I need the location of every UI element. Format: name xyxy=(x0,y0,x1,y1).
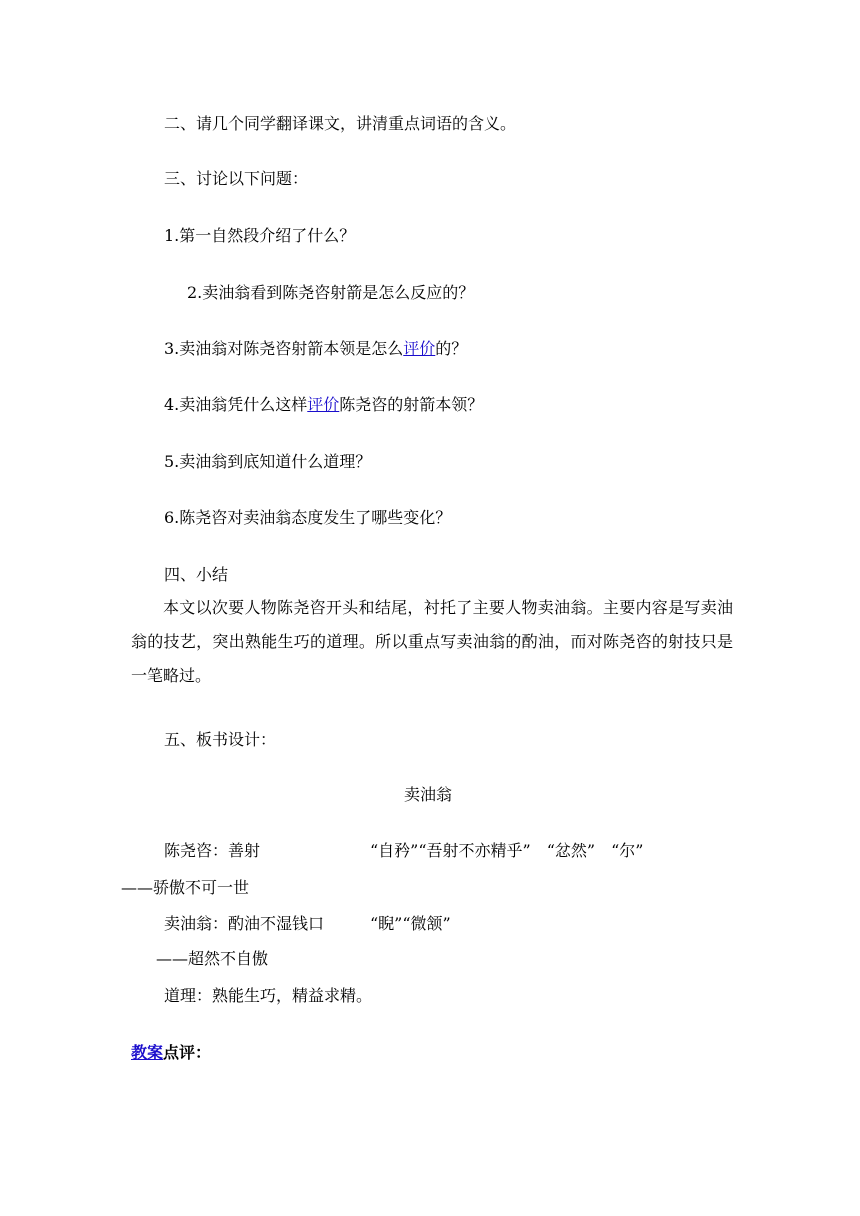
question-4-text-after: 陈尧咨的射箭本领？ xyxy=(339,395,484,414)
question-3-text-after: 的？ xyxy=(435,339,468,358)
evaluation-link-1[interactable]: 评价 xyxy=(403,339,436,358)
comment-label: 点评： xyxy=(163,1043,212,1062)
board-weng-trait: ——超然不自傲 xyxy=(156,949,269,968)
question-4 xyxy=(164,393,483,417)
board-principle: 道理：熟能生巧，精益求精。 xyxy=(164,986,373,1005)
summary-paragraph: 本文以次要人物陈尧咨开头和结尾，衬托了主要人物卖油翁。主要内容是写卖油翁的技艺，突出熟能生巧的道理。所以重点写卖油翁的酌油，而对陈尧咨的射技只是一笔略过。 xyxy=(131,598,733,685)
question-1: 1.第一自然段介绍了什么？ xyxy=(164,226,356,245)
question-4-text-before: 4.卖油翁凭什么这样 xyxy=(164,395,308,414)
lesson-comment-heading xyxy=(131,1041,211,1065)
board-weng-label: 卖油翁：酌油不湿钱口 xyxy=(164,914,325,933)
question-5: 5.卖油翁到底知道什么道理？ xyxy=(164,452,372,471)
board-title: 卖油翁 xyxy=(404,785,453,804)
question-6: 6.陈尧咨对卖油翁态度发生了哪些变化？ xyxy=(164,508,452,527)
evaluation-link-2[interactable]: 评价 xyxy=(307,395,340,414)
question-3-text-before: 3.卖油翁对陈尧咨射箭本领是怎么 xyxy=(164,339,404,358)
board-chen-trait: ——骄傲不可一世 xyxy=(121,878,250,897)
lesson-plan-link[interactable]: 教案 xyxy=(131,1043,164,1062)
section-5-heading: 五、板书设计： xyxy=(164,730,277,749)
question-3 xyxy=(164,337,467,361)
section-4-heading: 四、小结 xyxy=(164,565,229,584)
section-2-heading: 二、请几个同学翻译课文，讲清重点词语的含义。 xyxy=(164,114,517,133)
question-2: 2.卖油翁看到陈尧咨射箭是怎么反应的？ xyxy=(187,283,475,302)
board-chen-quotes: “自矜”“吾射不亦精乎” “忿然” “尔” xyxy=(370,841,644,860)
board-weng-quotes: “睨”“微颔” xyxy=(370,914,451,933)
board-chen-label: 陈尧咨：善射 xyxy=(164,841,261,860)
section-3-heading: 三、讨论以下问题： xyxy=(164,169,309,188)
